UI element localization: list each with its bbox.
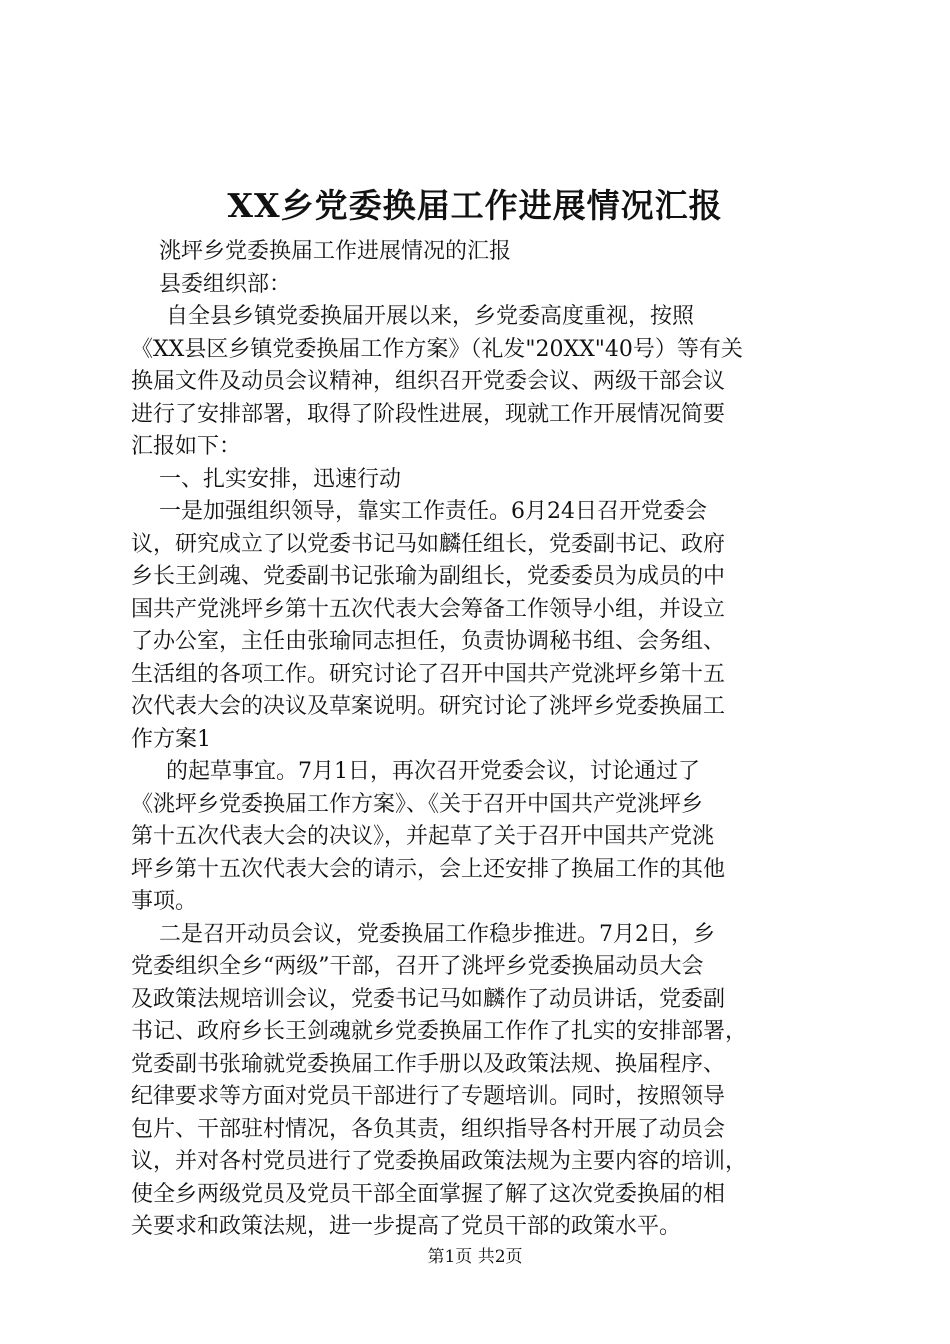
text-line: 纪律要求等方面对党员干部进行了专题培训。同时，按照领导 <box>131 1084 726 1109</box>
text-line: 《XX县区乡镇党委换届工作方案》（礼发"20XX"40号）等有关 <box>131 336 743 362</box>
text-line: 党委组织全乡“两级”干部，召开了洮坪乡党委换届动员大会 <box>131 954 704 979</box>
text-line: 使全乡两级党员及党员干部全面掌握了解了这次党委换届的相 <box>131 1181 726 1207</box>
text-line: 及政策法规培训会议，党委书记马如麟作了动员讲话，党委副 <box>131 986 726 1012</box>
text-line: 一、扎实安排，迅速行动 <box>131 466 401 492</box>
text-line: 进行了安排部署，取得了阶段性进展，现就工作开展情况简要 <box>131 401 726 427</box>
text-line: 生活组的各项工作。研究讨论了召开中国共产党洮坪乡第十五 <box>131 661 726 687</box>
text-line: 县委组织部： <box>131 271 291 297</box>
text-line: 议，研究成立了以党委书记马如麟任组长，党委副书记、政府 <box>131 531 726 557</box>
text-line: 书记、政府乡长王剑魂就乡党委换届工作作了扎实的安排部署， <box>131 1019 748 1044</box>
text-line: 次代表大会的决议及草案说明。研究讨论了洮坪乡党委换届工 <box>131 694 726 719</box>
text-line: 乡长王剑魂、党委副书记张瑜为副组长，党委委员为成员的中 <box>131 564 726 589</box>
document-title: XX乡党委换届工作进展情况汇报 <box>227 186 723 225</box>
text-line: 党委副书张瑜就党委换届工作手册以及政策法规、换届程序、 <box>131 1051 726 1077</box>
text-line: 关要求和政策法规，进一步提高了党员干部的政策水平。 <box>131 1214 682 1239</box>
text-line: 一是加强组织领导，靠实工作责任。6月24日召开党委会 <box>131 499 707 524</box>
text-line: 国共产党洮坪乡第十五次代表大会筹备工作领导小组，并设立 <box>131 596 726 622</box>
text-line: 汇报如下： <box>131 434 242 459</box>
text-line: 的起草事宜。7月1日，再次召开党委会议，讨论通过了 <box>131 759 700 784</box>
text-line: 第十五次代表大会的决议》，并起草了关于召开中国共产党洮 <box>131 824 715 849</box>
page-footer: 第1页 共2页 <box>427 1247 523 1267</box>
text-line: 事项。 <box>131 889 198 914</box>
text-line: 二是召开动员会议，党委换届工作稳步推进。7月2日，乡 <box>131 921 715 947</box>
text-line: 议，并对各村党员进行了党委换届政策法规为主要内容的培训， <box>131 1149 748 1174</box>
text-line: 自全县乡镇党委换届开展以来，乡党委高度重视，按照 <box>131 304 694 329</box>
text-line: 包片、干部驻村情况，各负其责，组织指导各村开展了动员会 <box>131 1116 726 1142</box>
text-line: 《洮坪乡党委换届工作方案》、《关于召开中国共产党洮坪乡 <box>131 791 704 817</box>
text-line: 洮坪乡党委换届工作进展情况的汇报 <box>131 239 511 264</box>
text-line: 坪乡第十五次代表大会的请示，会上还安排了换届工作的其他 <box>131 856 726 882</box>
text-line: 作方案1 <box>131 726 211 752</box>
text-line: 了办公室，主任由张瑜同志担任，负责协调秘书组、会务组、 <box>131 629 726 654</box>
text-line: 换届文件及动员会议精神，组织召开党委会议、两级干部会议 <box>131 369 726 394</box>
document-body <box>131 236 831 1244</box>
